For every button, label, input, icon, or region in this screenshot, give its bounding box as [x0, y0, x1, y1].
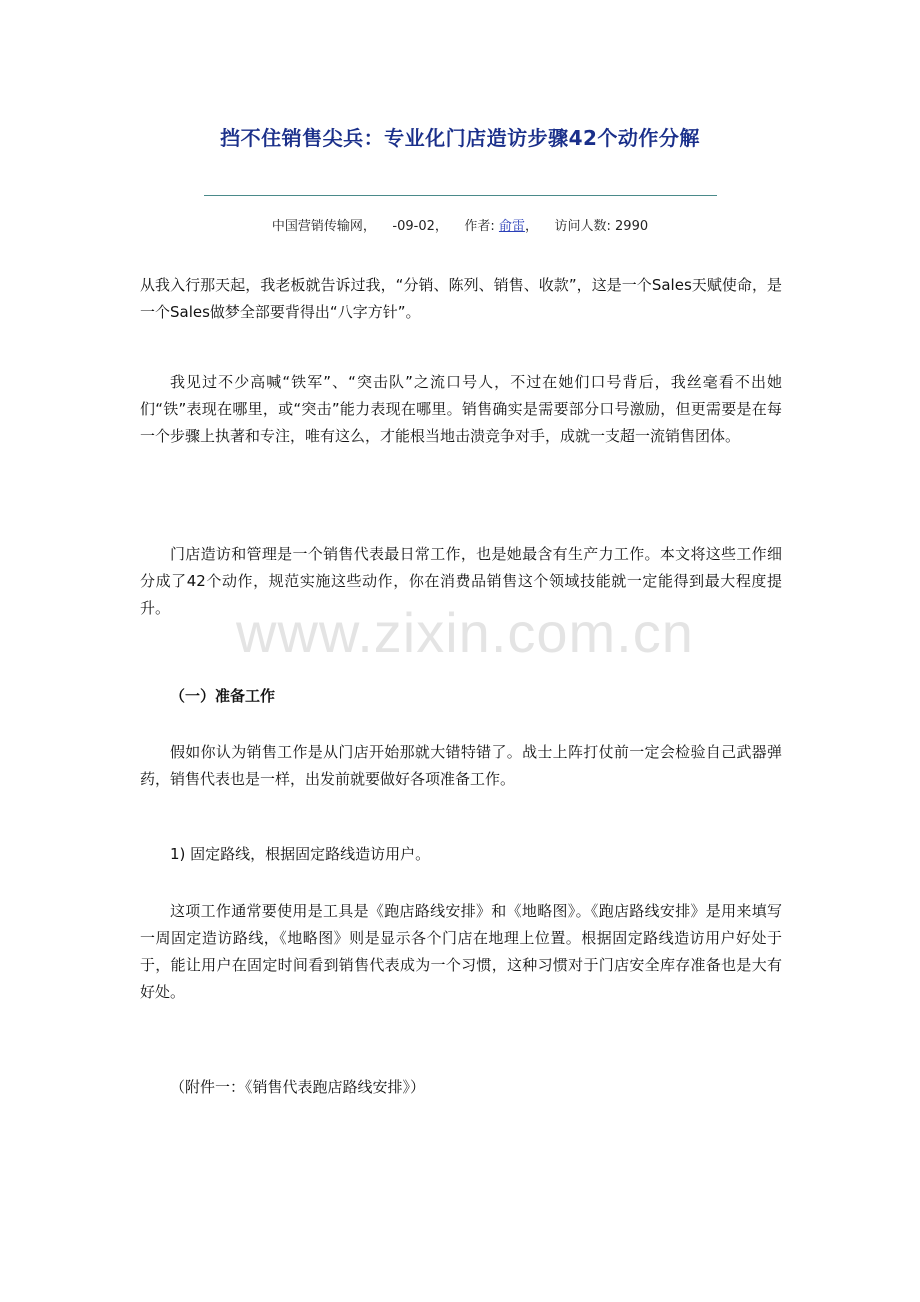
section-heading: （一）准备工作: [170, 687, 276, 705]
title-divider: [204, 195, 717, 196]
paragraph-1: 从我入行那天起，我老板就告诉过我，“分销、陈列、销售、收款”，这是一个Sales天赋使命，是一个Sales做梦全部要背得出“八字方针”。: [140, 276, 782, 321]
paragraph-2: 我见过不少高喊“铁军”、“突击队”之流口号人，不过在她们口号背后，我丝毫看不出她们“铁”表现在哪里，或“突击”能力表现在哪里。销售确实是需要部分口号激励，但更需要是在每一个步骤上执著和专注，唯有这么，才能根当地击溃竞争对手，成就一支超一流销售团体。: [140, 373, 782, 445]
list-item-1: 1) 固定路线，根据固定路线造访用户。: [170, 845, 431, 863]
paragraph-5: 这项工作通常要使用是工具是《跑店路线安排》和《地略图》。《跑店路线安排》是用来填写一周固定造访路线，《地略图》则是显示各个门店在地理上位置。根据固定路线造访用户好处于于，能让用户在固定时间看到销售代表成为一个习惯，这种习惯对于门店安全库存准备也是大有好处。: [140, 902, 782, 1001]
meta-visits-label: 访问人数:: [554, 219, 611, 234]
meta-author-suffix: ，: [524, 219, 538, 234]
paragraph-4: 假如你认为销售工作是从门店开始那就大错特错了。战士上阵打仗前一定会检验自己武器弹药，销售代表也是一样，出发前就要做好各项准备工作。: [140, 743, 782, 788]
meta-visits-count: 2990: [615, 219, 649, 234]
article-meta: [0, 215, 920, 234]
meta-date: -09-02，: [392, 219, 448, 234]
meta-source: 中国营销传输网，: [271, 219, 376, 234]
author-link[interactable]: 俞雷: [498, 219, 525, 234]
meta-author-label: 作者:: [464, 219, 495, 234]
paragraph-3: 门店造访和管理是一个销售代表最日常工作，也是她最含有生产力工作。本文将这些工作细分成了42个动作，规范实施这些动作，你在消费品销售这个领域技能就一定能得到最大程度提升。: [140, 545, 782, 617]
site-watermark: www.zixin.com.cn: [236, 601, 694, 664]
attachment-note: （附件一：《销售代表跑店路线安排》）: [170, 1078, 426, 1096]
article-title: 挡不住销售尖兵：专业化门店造访步骤42个动作分解: [220, 126, 700, 150]
